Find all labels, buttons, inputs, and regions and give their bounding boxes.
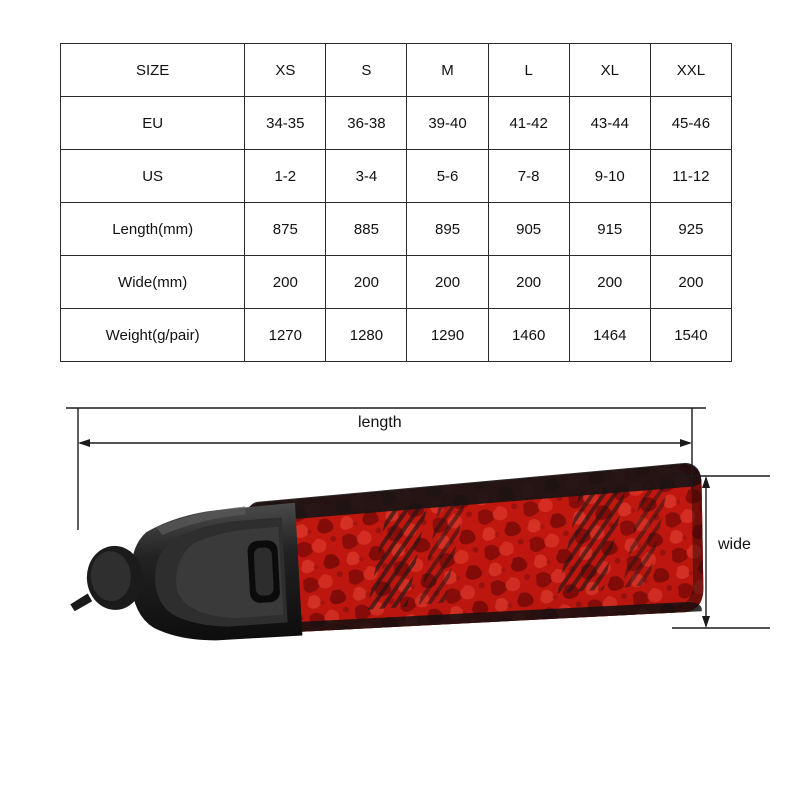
table-cell: 43-44 <box>569 97 650 150</box>
table-cell: 34-35 <box>245 97 326 150</box>
row-label: Weight(g/pair) <box>61 309 245 362</box>
row-label: Length(mm) <box>61 203 245 256</box>
table-row <box>61 97 732 150</box>
fin-diagram <box>0 390 800 800</box>
row-label: US <box>61 150 245 203</box>
table-cell: 200 <box>488 256 569 309</box>
table-header-cell: XL <box>569 44 650 97</box>
table-cell: 39-40 <box>407 97 488 150</box>
table-header-row <box>61 44 732 97</box>
table-cell: 905 <box>488 203 569 256</box>
table-cell: 925 <box>650 203 731 256</box>
size-chart-table <box>60 43 732 362</box>
table-cell: 1280 <box>326 309 407 362</box>
length-dimension-label: length <box>352 414 408 432</box>
table-header-cell: M <box>407 44 488 97</box>
table-cell: 875 <box>245 203 326 256</box>
table-cell: 200 <box>326 256 407 309</box>
row-label: Wide(mm) <box>61 256 245 309</box>
dimension-lines <box>0 390 800 800</box>
table-cell: 1460 <box>488 309 569 362</box>
table-header-cell: SIZE <box>61 44 245 97</box>
table-cell: 1540 <box>650 309 731 362</box>
table-row <box>61 203 732 256</box>
table-cell: 885 <box>326 203 407 256</box>
table-cell: 41-42 <box>488 97 569 150</box>
table-row <box>61 309 732 362</box>
table-cell: 1464 <box>569 309 650 362</box>
table-cell: 3-4 <box>326 150 407 203</box>
table-cell: 7-8 <box>488 150 569 203</box>
table-cell: 36-38 <box>326 97 407 150</box>
table-cell: 11-12 <box>650 150 731 203</box>
row-label: EU <box>61 97 245 150</box>
size-chart-table-wrapper <box>60 43 732 362</box>
table-cell: 5-6 <box>407 150 488 203</box>
table-cell: 200 <box>407 256 488 309</box>
table-header-cell: S <box>326 44 407 97</box>
table-cell: 1-2 <box>245 150 326 203</box>
table-header-cell: XS <box>245 44 326 97</box>
length-arrow-left <box>78 439 90 447</box>
wide-dimension-label: wide <box>712 536 757 554</box>
wide-arrow-bottom <box>702 616 710 628</box>
table-cell: 1270 <box>245 309 326 362</box>
table-header-cell: XXL <box>650 44 731 97</box>
table-cell: 45-46 <box>650 97 731 150</box>
table-cell: 1290 <box>407 309 488 362</box>
table-cell: 200 <box>245 256 326 309</box>
table-cell: 915 <box>569 203 650 256</box>
table-row <box>61 150 732 203</box>
length-arrow-right <box>680 439 692 447</box>
table-cell: 9-10 <box>569 150 650 203</box>
wide-arrow-top <box>702 476 710 488</box>
table-cell: 895 <box>407 203 488 256</box>
table-row <box>61 256 732 309</box>
table-cell: 200 <box>650 256 731 309</box>
table-header-cell: L <box>488 44 569 97</box>
table-cell: 200 <box>569 256 650 309</box>
